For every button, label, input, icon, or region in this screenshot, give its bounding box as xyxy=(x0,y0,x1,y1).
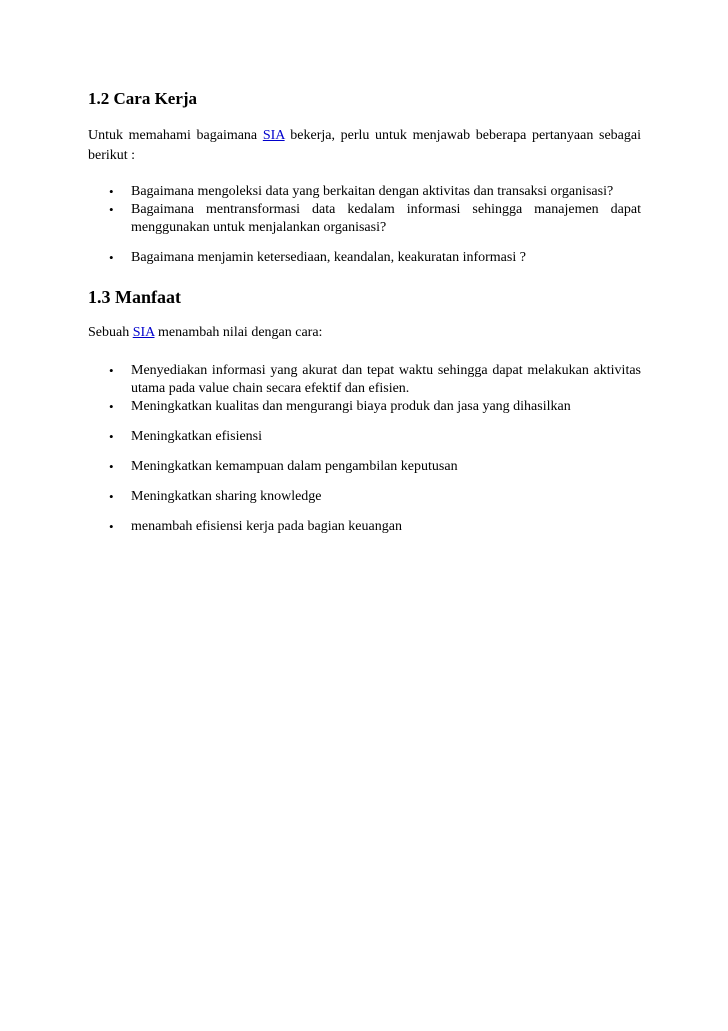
list-item xyxy=(88,398,641,416)
list-item xyxy=(88,249,641,267)
section-heading-manfaat: 1.3 Manfaat xyxy=(88,287,181,307)
list-item-text: menambah efisiensi kerja pada bagian keuangan xyxy=(131,519,402,534)
list-item xyxy=(88,183,641,201)
bullet-icon: • xyxy=(109,489,114,504)
bullet-icon: • xyxy=(109,184,114,199)
cara-kerja-intro-text-before: Untuk memahami bagaimana xyxy=(88,128,263,143)
list-item-text: Bagaimana menjamin ketersediaan, keandalan, keakuratan informasi ? xyxy=(131,250,526,265)
manfaat-list xyxy=(88,362,641,536)
list-item-text: Bagaimana mengoleksi data yang berkaitan dengan aktivitas dan transaksi organisasi? xyxy=(131,184,614,199)
section-heading-cara-kerja: 1.2 Cara Kerja xyxy=(88,89,198,108)
bullet-icon: • xyxy=(109,429,114,444)
cara-kerja-list xyxy=(88,183,641,267)
bullet-icon: • xyxy=(109,399,114,414)
manfaat-intro-text-before: Sebuah xyxy=(88,325,133,340)
manfaat-intro-text-after: menambah nilai dengan cara: xyxy=(154,325,323,340)
cara-kerja-intro xyxy=(88,126,641,166)
bullet-icon: • xyxy=(109,363,114,378)
bullet-icon: • xyxy=(109,250,114,265)
list-item-text: Bagaimana mentransformasi data kedalam informasi sehingga manajemen dapat menggunakan untuk menjalankan organisasi? xyxy=(131,202,641,235)
manfaat-intro xyxy=(88,323,641,343)
list-item-text: Meningkatkan kemampuan dalam pengambilan keputusan xyxy=(131,459,458,474)
list-item-text: Meningkatkan kualitas dan mengurangi biaya produk dan jasa yang dihasilkan xyxy=(131,399,571,414)
list-item xyxy=(88,201,641,237)
bullet-icon: • xyxy=(109,202,114,217)
list-item xyxy=(88,458,641,476)
cara-kerja-intro-text-after: bekerja, perlu untuk menjawab beberapa pertanyaan sebagai berikut : xyxy=(88,128,641,163)
list-item xyxy=(88,362,641,398)
bullet-icon: • xyxy=(109,459,114,474)
sia-link[interactable]: SIA xyxy=(262,128,285,143)
list-item-text: Meningkatkan sharing knowledge xyxy=(131,489,322,504)
list-item-text: Menyediakan informasi yang akurat dan tepat waktu sehingga dapat melakukan aktivitas utama pada value chain secara efektif dan efisien. xyxy=(131,363,641,396)
list-item-text: Meningkatkan efisiensi xyxy=(131,429,263,444)
sia-link[interactable]: SIA xyxy=(132,325,155,340)
list-item xyxy=(88,518,641,536)
bullet-icon: • xyxy=(109,519,114,534)
document-body xyxy=(88,88,641,536)
list-item xyxy=(88,428,641,446)
list-item xyxy=(88,488,641,506)
